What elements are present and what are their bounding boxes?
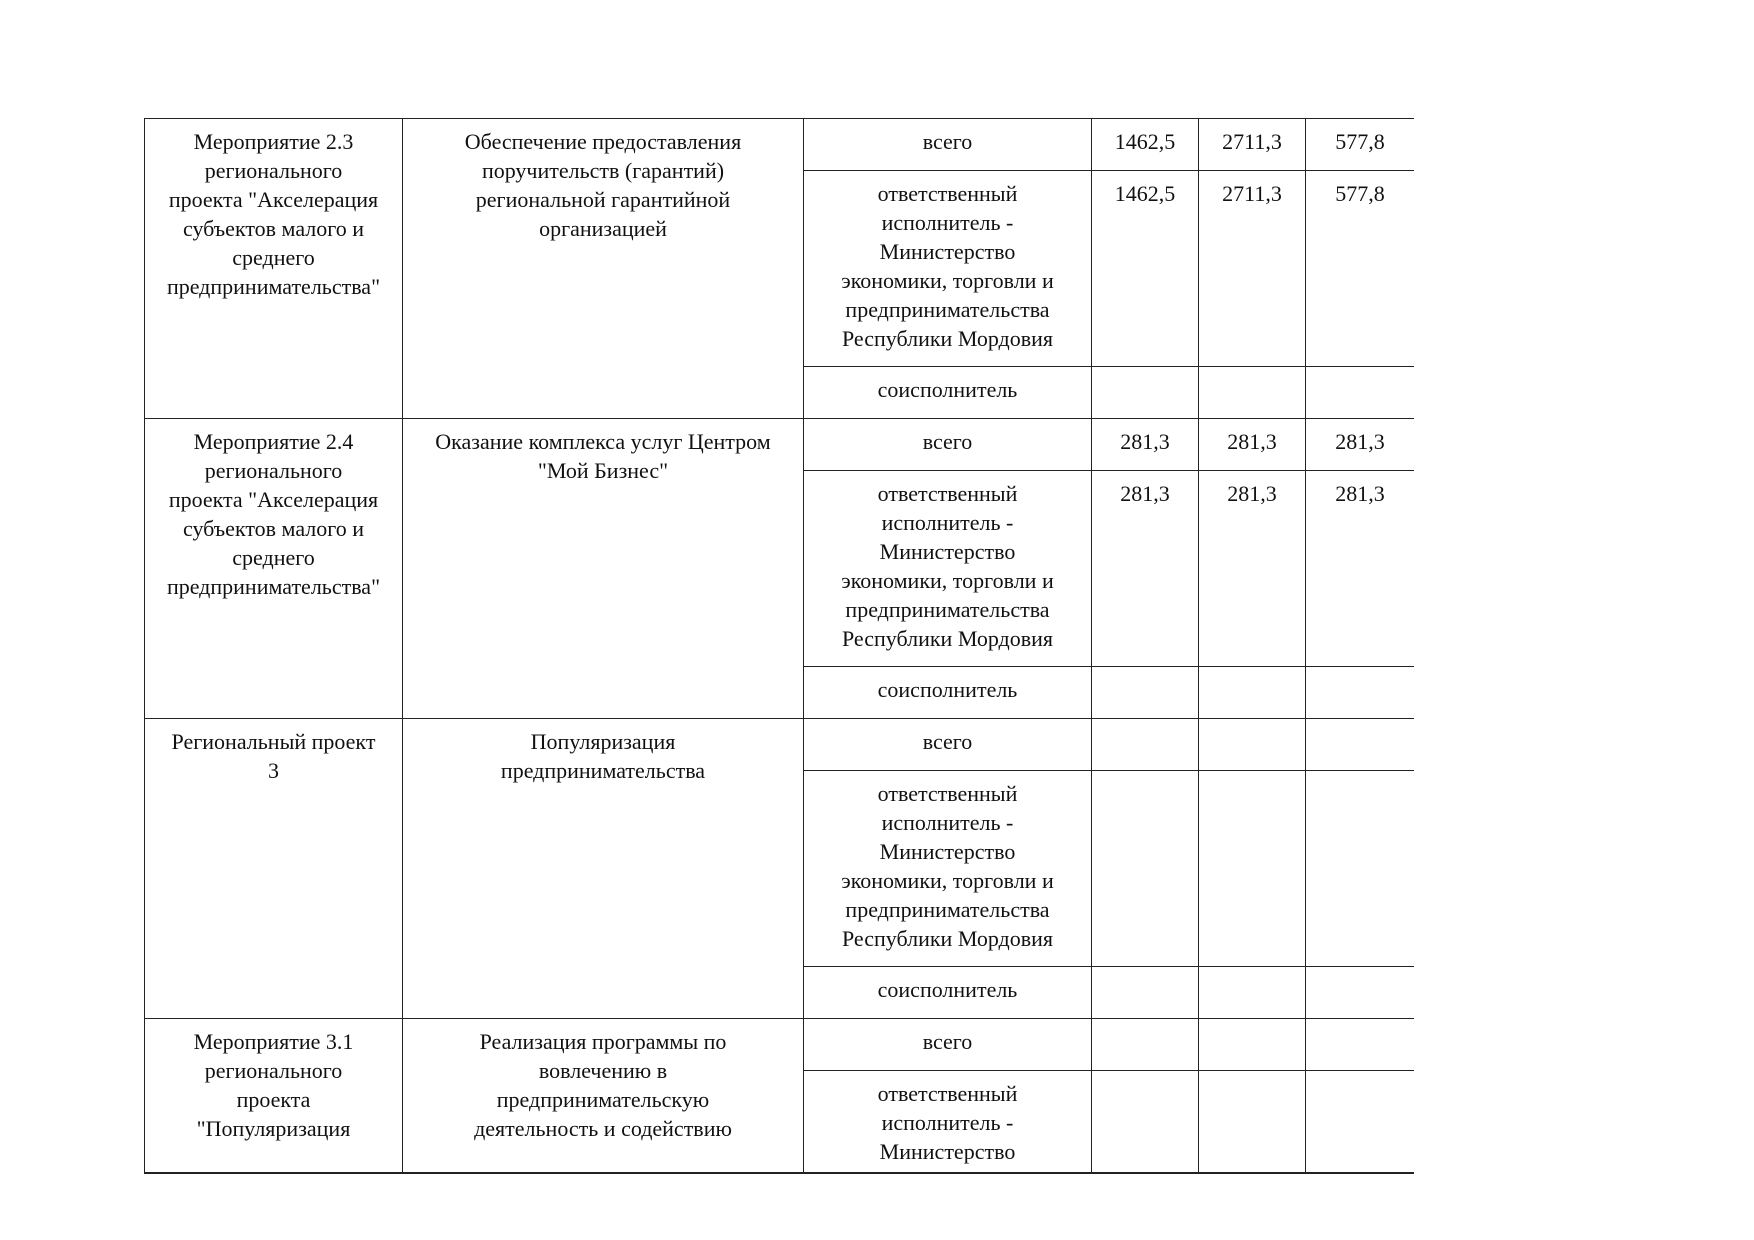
event-name-cell: Мероприятие 3.1 регионального проекта "Популяризация: [145, 1019, 403, 1174]
event-name-cell: Мероприятие 2.3 регионального проекта "Акселерация субъектов малого и среднего предпринимательства": [145, 119, 403, 419]
value-cell: 281,3: [1092, 419, 1199, 471]
value-cell: 577,8: [1306, 171, 1415, 367]
value-cell: [1199, 967, 1306, 1019]
value-cell: [1092, 1019, 1199, 1071]
table-row: [145, 119, 1415, 171]
value-cell: 2711,3: [1199, 171, 1306, 367]
table-row: [145, 419, 1415, 471]
value-cell: 281,3: [1199, 419, 1306, 471]
value-cell: [1306, 1071, 1415, 1174]
source-label-cell: соисполнитель: [804, 367, 1092, 419]
source-label-cell: всего: [804, 419, 1092, 471]
value-cell: [1306, 367, 1415, 419]
source-label-cell: соисполнитель: [804, 667, 1092, 719]
value-cell: 1462,5: [1092, 119, 1199, 171]
source-label-cell: всего: [804, 119, 1092, 171]
event-name-cell: Региональный проект 3: [145, 719, 403, 1019]
source-label-cell: ответственный исполнитель - Министерство: [804, 1071, 1092, 1174]
event-description-cell: Реализация программы по вовлечению в предпринимательскую деятельность и содействию: [403, 1019, 804, 1174]
value-cell: [1199, 367, 1306, 419]
event-name-cell: Мероприятие 2.4 регионального проекта "Акселерация субъектов малого и среднего предпринимательства": [145, 419, 403, 719]
funding-table: [144, 118, 1414, 1173]
value-cell: 2711,3: [1199, 119, 1306, 171]
source-label-cell: всего: [804, 719, 1092, 771]
value-cell: [1306, 967, 1415, 1019]
source-label-cell: всего: [804, 1019, 1092, 1071]
value-cell: [1199, 1019, 1306, 1071]
value-cell: 281,3: [1092, 471, 1199, 667]
value-cell: [1306, 719, 1415, 771]
value-cell: [1306, 667, 1415, 719]
value-cell: [1306, 1019, 1415, 1071]
value-cell: [1092, 719, 1199, 771]
table-row: [145, 1019, 1415, 1071]
value-cell: 281,3: [1306, 419, 1415, 471]
funding-table-container: [144, 118, 1414, 1173]
source-label-cell: соисполнитель: [804, 967, 1092, 1019]
table-row: [145, 719, 1415, 771]
event-description-cell: Обеспечение предоставления поручительств (гарантий) региональной гарантийной организацией: [403, 119, 804, 419]
table-bottom-border: [144, 1172, 1414, 1174]
value-cell: [1199, 1071, 1306, 1174]
event-description-cell: Оказание комплекса услуг Центром "Мой Бизнес": [403, 419, 804, 719]
value-cell: [1092, 667, 1199, 719]
source-label-cell: ответственный исполнитель - Министерство экономики, торговли и предпринимательства Республики Мордовия: [804, 771, 1092, 967]
value-cell: 1462,5: [1092, 171, 1199, 367]
value-cell: [1199, 719, 1306, 771]
value-cell: 281,3: [1306, 471, 1415, 667]
value-cell: [1199, 667, 1306, 719]
value-cell: 577,8: [1306, 119, 1415, 171]
value-cell: [1092, 367, 1199, 419]
event-description-cell: Популяризация предпринимательства: [403, 719, 804, 1019]
value-cell: [1306, 771, 1415, 967]
value-cell: [1199, 771, 1306, 967]
source-label-cell: ответственный исполнитель - Министерство экономики, торговли и предпринимательства Республики Мордовия: [804, 171, 1092, 367]
value-cell: [1092, 771, 1199, 967]
source-label-cell: ответственный исполнитель - Министерство экономики, торговли и предпринимательства Республики Мордовия: [804, 471, 1092, 667]
value-cell: [1092, 1071, 1199, 1174]
value-cell: 281,3: [1199, 471, 1306, 667]
value-cell: [1092, 967, 1199, 1019]
